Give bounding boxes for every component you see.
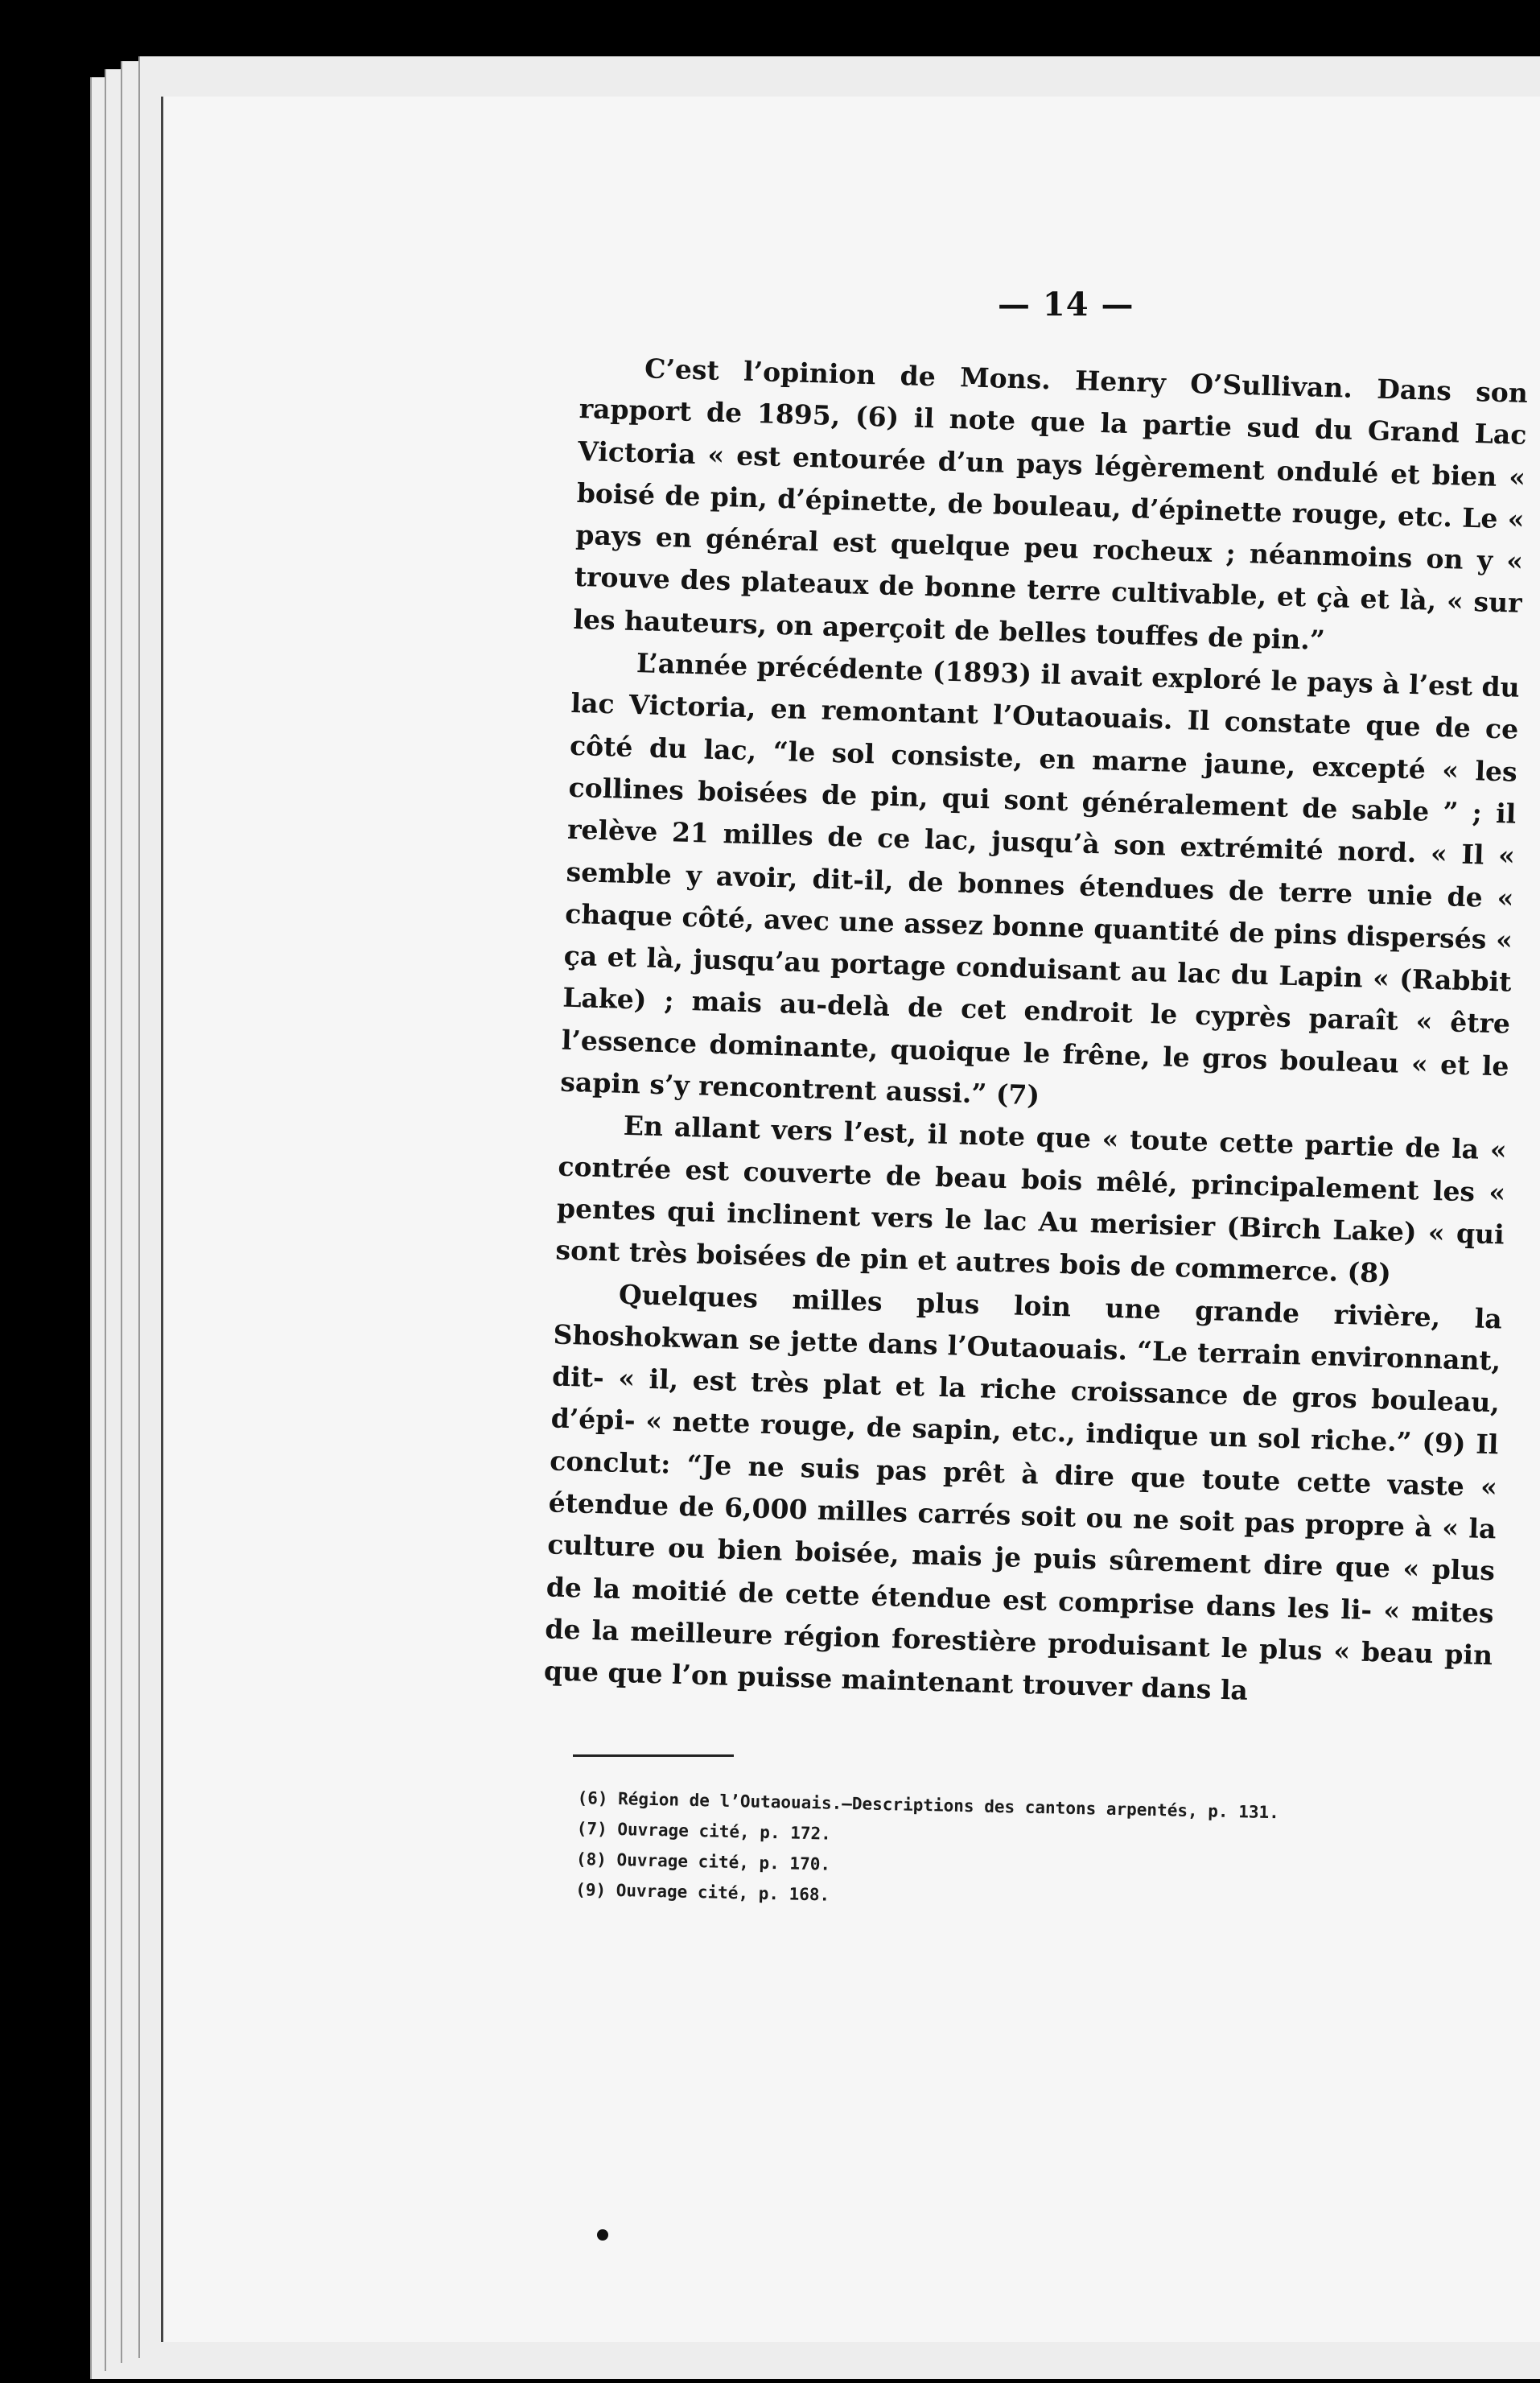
paragraph: L’année précédente (1893) il avait exploré le pays à l’est du lac Victoria, en remontant l’Outaouais. Il constate que de ce côté du lac, “le sol consiste, en marne jaune, excepté « les collines boisées de pin, qui sont généralement de sable ” ; il relève 21 milles de ce lac, jusqu’à son extrémité nord. « Il « semble y avoir, dit-il, de bonnes étendues de terre unie de « chaque côté, avec une assez bonne quantité de pins dispersés « ça et là, jusqu’au portage conduisant au lac du Lapin « (Rabbit Lake) ; mais au-delà de cet endroit le cyprès paraît « être l’essence dominante, quoique le frêne, le gros bouleau « et le sapin s’y rencontrent aussi.” (7)	[559, 647, 1521, 1111]
ink-spot	[597, 2229, 608, 2241]
paragraph: En allant vers l’est, il note que « toute cette partie de la « contrée est couverte de beau bois mêlé, principalement les « pentes qui inclinent vers le lac Au merisier (Birch Lake) « qui sont très boisées de pin et autres bois de commerce. (8)	[555, 1110, 1508, 1289]
footnote: (7) Ouvrage cité, p. 172.	[576, 1818, 832, 1844]
paragraph: C’est l’opinion de Mons. Henry O’Sullivan. Dans son rapport de 1895, (6) il note que la partie sud du Grand Lac Victoria « est entourée d’un pays légèrement ondulé et bien « boisé de pin, d’épinette, de bouleau, d’épinette rouge, etc. Le « pays en général est quelque peu rocheux ; néanmoins on y « trouve des plateaux de bonne terre cultivable, et çà et là, « sur les hauteurs, on aperçoit de belles touffes de pin.”	[572, 353, 1529, 656]
page-number: — 14 —	[998, 286, 1134, 324]
footnote-separator	[573, 1754, 734, 1757]
page-body	[543, 346, 1528, 1719]
footnotes	[575, 1783, 1527, 1925]
paragraph: Quelques milles plus loin une grande rivière, la Shoshokwan se jette dans l’Outaouais. “Le terrain environnant, dit- « il, est très plat et la riche croissance de gros bouleau, d’épi- « nette rouge, de sapin, etc., indique un sol riche.” (9) Il conclut: “Je ne suis pas prêt à dire que toute cette vaste « étendue de 6,000 milles carrés soit ou ne soit pas propre à « la culture ou bien boisée, mais je puis sûrement dire que « plus de la moitié de cette étendue est comprise dans les li- « mites de la meilleure région forestière produisant le plus « beau pin que que l’on puisse maintenant trouver dans la	[543, 1278, 1503, 1706]
footnote: (8) Ouvrage cité, p. 170.	[575, 1849, 831, 1874]
footnote: (9) Ouvrage cité, p. 168.	[574, 1879, 830, 1905]
footnote: (6) Région de l’Outaouais.—Descriptions des cantons arpentés, p. 131.	[577, 1787, 1280, 1823]
